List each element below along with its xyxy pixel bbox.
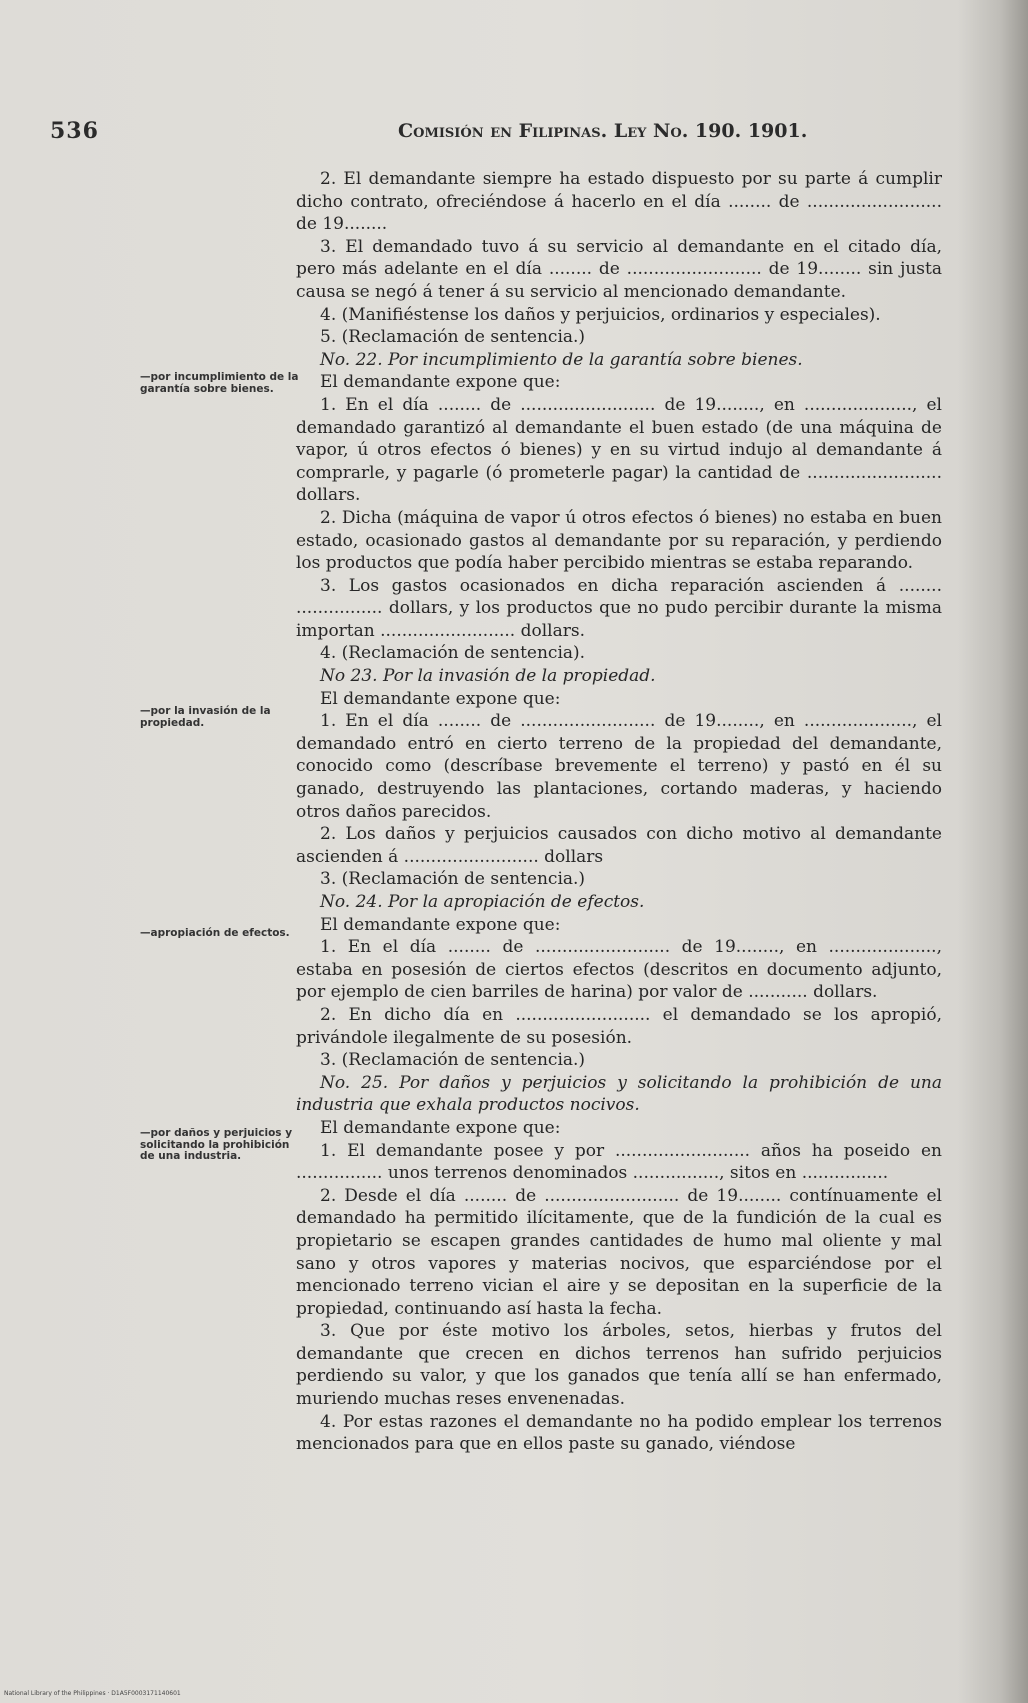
margin-note-apropiacion: —apropiación de efectos. [140,927,290,939]
margin-note-invasion: —por la invasión de la propiedad. [140,705,271,729]
paragraph: 3. (Reclamación de sentencia.) [320,1050,586,1071]
paragraph: 2. Desde el día ........ de ......................... de 19........ contínuamente el demandado ha permitido ilícitamente, que de la fundición de la cual es propietario se escapen grandes cantidades de humo mal oliente y mal sano y otros vapores y materias nocivos, que esparciéndose por el mencionado terreno vician el aire y se depositan en la superficie de la propiedad, continuando así hasta la fecha. [296,1185,942,1319]
paragraph: 1. En el día ........ de ......................... de 19........, en ...................., el demandado entró en cierto terreno de la propiedad del demandante, conocido como (descríbase brevemente el terreno) y pastó en él su ganado, destruyendo las plantaciones, cortando maderas, y haciendo otros daños parecidos. [296,711,942,822]
paragraph: 3. Los gastos ocasionados en dicha reparación ascienden á ........ ................ dollars, y los productos que no pudo percibir durante la misma importan ......................... dollars. [296,575,942,641]
paragraph: 1. El demandante posee y por ......................... años ha poseido en ................ unos terrenos denominados ................, sitos en ................ [296,1140,942,1184]
paragraph: 2. Dicha (máquina de vapor ú otros efectos ó bienes) no estaba en buen estado, ocasionado gastos al demandante por su reparación, y perdiendo los productos que podía haber percibido mientras se estaba reparando. [296,507,942,574]
running-head: Comisión en Filipinas. Ley No. 190. 1901. [398,120,808,142]
paragraph: 3. Que por éste motivo los árboles, setos, hierbas y frutos del demandante que crecen en dichos terrenos han sufrido perjuicios perdiendo su valor, y que los ganados que tenía allí se han enfermado, muriendo muchas reses envenenadas. [296,1321,942,1410]
paragraph: El demandante expone que: [320,914,561,935]
paragraph: 2. El demandante siempre ha estado dispuesto por su parte á cumplir dicho contrato, ofreciéndose á hacerlo en el día ........ de ......................... de 19........ [296,169,942,235]
section-heading-22: No. 22. Por incumplimiento de la garantía sobre bienes. [320,349,803,370]
paragraph: 2. Los daños y perjuicios causados con dicho motivo al demandante ascienden á ......................... dollars [296,824,942,867]
section-heading-25: No. 25. Por daños y perjuicios y solicitando la prohibición de una industria que exhala productos nocivos. [296,1072,942,1116]
paragraph: 1. En el día ........ de ......................... de 19........, en ...................., el demandado garantizó al demandante el buen estado (de una máquina de vapor, ú otros efectos ó bienes) y en su virtud indujo al demandante á comprarle, y pagarle (ó prometerle pagar) la cantidad de ......................... dollars. [296,394,942,506]
body-text [296,168,942,1456]
section-heading-23: No 23. Por la invasión de la propiedad. [320,666,656,687]
paragraph: 2. En dicho día en ......................... el demandado se los apropió, privándole ilegalmente de su posesión. [296,1004,942,1048]
paragraph: 4. (Reclamación de sentencia). [320,643,586,664]
paragraph: 5. (Reclamación de sentencia.) [320,327,586,348]
paragraph: 4. Por estas razones el demandante no ha podido emplear los terrenos mencionados para que en ellos paste su ganado, viéndose [296,1411,942,1455]
section-heading-24: No. 24. Por la apropiación de efectos. [320,892,645,912]
paragraph: 4. (Manifiéstense los daños y perjuicios, ordinarios y especiales). [320,304,881,325]
paragraph: 3. El demandado tuvo á su servicio al demandante en el citado día, pero más adelante en el día ........ de ......................... de 19........ sin justa causa se negó á tener á su servicio al mencionado demandante. [296,236,942,302]
paragraph: 3. (Reclamación de sentencia.) [320,869,586,890]
margin-note-industria: —por daños y perjuicios y solicitando la prohibición de una industria. [140,1127,293,1162]
margin-note-garantia: —por incumplimiento de la garantía sobre bienes. [140,371,299,395]
paragraph: El demandante expone que: [320,688,561,709]
page-number: 536 [50,118,99,144]
page-shadow [958,0,1028,1703]
scan-credit: National Library of the Philippines · D1A5F0003171140601 [4,1690,181,1697]
paragraph: 1. En el día ........ de ......................... de 19........, en ...................., estaba en posesión de ciertos efectos (descritos en documento adjunto, por ejemplo de cien barriles de harina) por valor de ........... dollars. [296,937,942,1003]
paragraph: El demandante expone que: [320,1117,561,1138]
paragraph: El demandante expone que: [320,372,561,393]
